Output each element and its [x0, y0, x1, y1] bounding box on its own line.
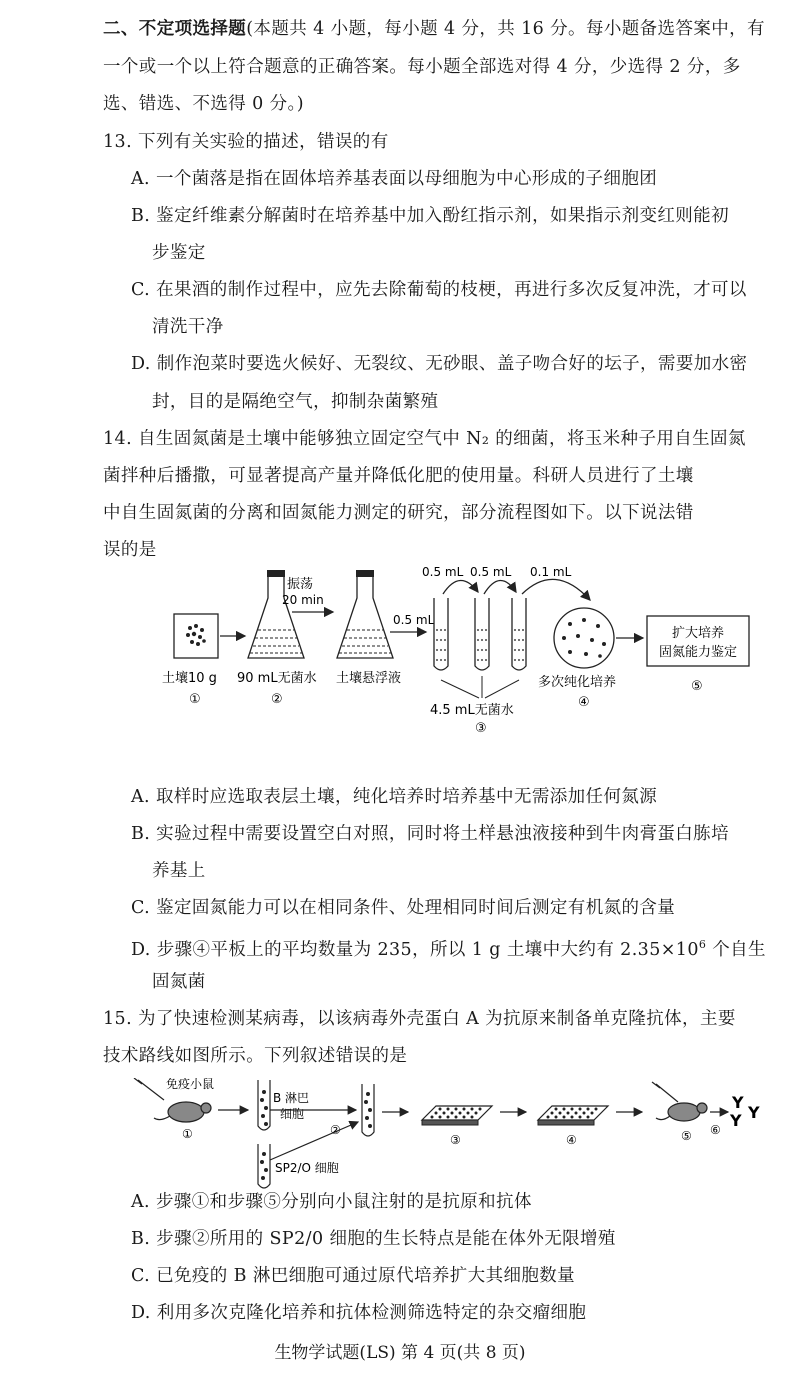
culture-plate-3-icon: [422, 1106, 492, 1125]
sp2-tube-icon: [258, 1144, 270, 1188]
antibody-icon-1: Y: [732, 1093, 744, 1112]
soil-particles-icon: [186, 624, 206, 646]
arc-arrow-3: [522, 579, 590, 600]
q15-option-b: B. 步骤②所用的 SP2/0 细胞的生长特点是能在体外无限增殖: [131, 1229, 616, 1249]
q14-flow-diagram: [150, 558, 760, 748]
shake-time-label: 20 min: [282, 593, 324, 607]
q15-stem-2: 技术路线如图所示。下列叙述错误的是: [103, 1046, 408, 1066]
soil-sample-box: [174, 614, 218, 658]
q13-option-c-2: 清洗干净: [152, 317, 224, 337]
q15-arrow-3: [270, 1122, 358, 1160]
flask-2-icon: [337, 570, 393, 658]
q13-option-b-2: 步鉴定: [152, 243, 206, 263]
soil-label: 土壤10 g: [162, 671, 217, 686]
fused-tube-icon: [362, 1084, 374, 1136]
suspension-label: 土壤悬浮液: [336, 671, 402, 686]
q14-option-d-1: [131, 933, 766, 962]
pointer-line-1: [441, 680, 479, 698]
q15-step-1-label: ①: [182, 1127, 193, 1141]
q14-stem-4: 误的是: [103, 540, 157, 560]
section-title: 二、不定项选择题: [103, 19, 247, 39]
q15-option-a: A. 步骤①和步骤⑤分别向小鼠注射的是抗原和抗体: [131, 1192, 532, 1212]
q13-option-c-1: C. 在果酒的制作过程中，应先去除葡萄的枝梗，再进行多次反复冲洗，才可以: [131, 280, 747, 300]
culture-plate-4-icon: [538, 1106, 608, 1125]
q15-step-2-label: ②: [330, 1123, 341, 1137]
q13-option-a: A. 一个菌落是指在固体培养基表面以母细胞为中心形成的子细胞团: [131, 169, 658, 189]
arc-arrow-2: [484, 580, 516, 594]
pointer-line-3: [485, 680, 519, 698]
b-cell-tube-icon: [258, 1080, 270, 1130]
q14-stem-3: 中自生固氮菌的分离和固氮能力测定的研究，部分流程图如下。以下说法错: [103, 503, 694, 523]
arc-arrow-1: [443, 580, 478, 594]
water-45-label: 4.5 mL无菌水: [430, 703, 514, 718]
q13-option-b-1: B. 鉴定纤维素分解菌时在培养基中加入酚红指示剂，如果指示剂变红则能初: [131, 206, 729, 226]
sp2-cell-label: SP2/O 细胞: [275, 1161, 339, 1175]
q14-option-d-1-tail: 个自生: [706, 939, 766, 960]
b-cell-label-2: 细胞: [280, 1107, 305, 1121]
q14-stem-1: 14. 自生固氮菌是土壤中能够独立固定空气中 N₂ 的细菌，将玉米种子用自生固氮: [103, 429, 746, 449]
step-1-label: ①: [189, 692, 201, 707]
q15-option-c: C. 已免疫的 B 淋巴细胞可通过原代培养扩大其细胞数量: [131, 1266, 576, 1286]
q15-step-6-label: ⑥: [710, 1123, 721, 1137]
q14-option-b-1: B. 实验过程中需要设置空白对照，同时将土样悬浊液接种到牛肉膏蛋白胨培: [131, 824, 729, 844]
purify-label: 多次纯化培养: [538, 675, 617, 690]
antibody-icon-3: Y: [730, 1111, 742, 1130]
q13-option-d-2: 封，目的是隔绝空气，抑制杂菌繁殖: [152, 392, 439, 412]
result-box-line-2: 固氮能力鉴定: [658, 645, 738, 660]
step-2-label: ②: [271, 692, 283, 707]
section-desc-2: 一个或一个以上符合题意的正确答案。每小题全部选对得 4 分，少选得 2 分，多: [103, 57, 741, 77]
section-header: [103, 17, 765, 41]
shake-label: 振荡: [287, 577, 314, 592]
immune-mouse-label: 免疫小鼠: [166, 1078, 215, 1091]
q15-step-3-label: ③: [450, 1133, 461, 1147]
q14-stem-2: 菌拌种后播撒，可显著提高产量并降低化肥的使用量。科研人员进行了土壤: [103, 466, 694, 486]
page-footer: 生物学试题(LS) 第 4 页(共 8 页): [274, 1343, 526, 1363]
q14-option-d-2: 固氮菌: [152, 972, 206, 992]
q13-stem: 13. 下列有关实验的描述，错误的有: [103, 132, 389, 152]
q15-flow-diagram: [130, 1078, 770, 1200]
water-90-label: 90 mL无菌水: [237, 671, 317, 686]
colonies-icon: [562, 618, 606, 658]
volume-01-label: 0.1 mL: [530, 565, 572, 579]
step-5-label: ⑤: [691, 679, 703, 694]
step-3-label: ③: [475, 721, 487, 736]
q14-option-b-2: 养基上: [152, 861, 206, 881]
q14-option-c: C. 鉴定固氮能力可以在相同条件、处理相同时间后测定有机氮的含量: [131, 898, 676, 918]
result-box-line-1: 扩大培养: [671, 626, 725, 641]
mouse-2-icon: [652, 1082, 707, 1121]
b-cell-label-1: B 淋巴: [273, 1091, 310, 1105]
q14-option-a: A. 取样时应选取表层土壤，纯化培养时培养基中无需添加任何氮源: [131, 787, 658, 807]
q15-step-5-label: ⑤: [681, 1129, 692, 1143]
step-4-label: ④: [578, 695, 590, 710]
q14-option-d-1-exponent: 6: [698, 938, 707, 951]
q13-option-d-1: D. 制作泡菜时要选火候好、无裂纹、无砂眼、盖子吻合好的坛子，需要加水密: [131, 354, 748, 374]
q14-option-d-1-main: D. 步骤④平板上的平均数量为 235，所以 1 g 土壤中大约有 2.35×10: [131, 939, 699, 960]
antibody-icon-2: Y: [748, 1103, 760, 1122]
q15-stem-1: 15. 为了快速检测某病毒，以该病毒外壳蛋白 A 为抗原来制备单克隆抗体，主要: [103, 1009, 736, 1029]
test-tubes-icon: [434, 598, 526, 670]
volume-05-label-2: 0.5 mL: [422, 565, 464, 579]
volume-05-label-3: 0.5 mL: [470, 565, 512, 579]
q15-step-4-label: ④: [566, 1133, 577, 1147]
volume-05-label-1: 0.5 mL: [393, 613, 435, 627]
q15-option-d: D. 利用多次克隆化培养和抗体检测筛选特定的杂交瘤细胞: [131, 1303, 587, 1323]
section-desc-3: 选、错选、不选得 0 分。): [103, 94, 304, 114]
section-desc-1: (本题共 4 小题，每小题 4 分，共 16 分。每小题备选答案中，有: [246, 19, 765, 39]
